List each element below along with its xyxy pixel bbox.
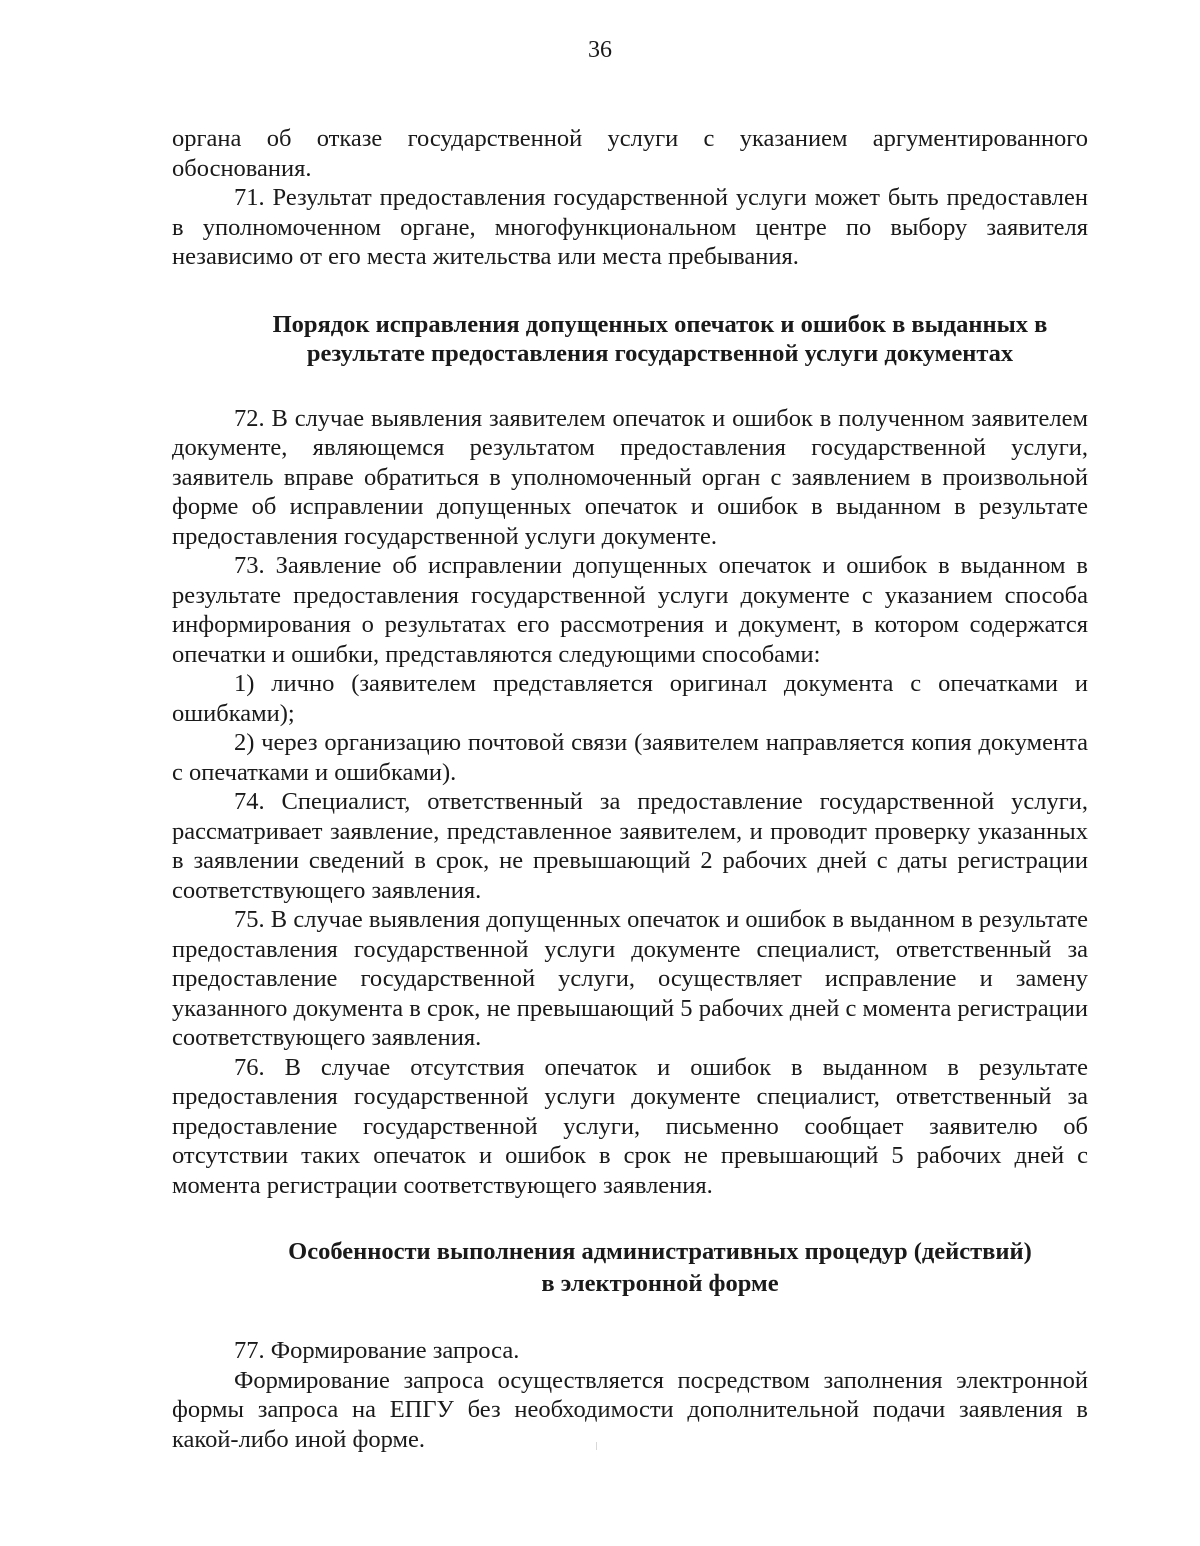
paragraph-77-body: Формирование запроса осуществляется посредством заполнения электронной формы запроса на ЕПГУ без необходимости дополнительной подачи заявления в какой-либо иной форме. — [172, 1366, 1088, 1453]
section-heading-electronic-line1: Особенности выполнения административных процедур (действий) — [288, 1238, 1032, 1265]
paragraph-71: 71. Результат предоставления государственной услуги может быть предоставлен в уполномоченном органе, многофункциональном центре по выбору заявителя независимо от его места жительства или места пребывания. — [172, 184, 1088, 270]
section-heading-electronic-block — [172, 1236, 1088, 1300]
list-item-1: 1) лично (заявителем представляется оригинал документа с опечатками и ошибками); — [172, 670, 1088, 727]
paragraph-72: 72. В случае выявления заявителем опечаток и ошибок в полученном заявителем документе, являющемся результатом предоставления государственной услуги, заявитель вправе обратиться в уполномоченный орган с заявлением в произвольной форме об исправлении допущенных опечаток и ошибок в выданном в результате предоставления государственной услуги документе. — [172, 404, 1088, 550]
section-heading-corrections: Порядок исправления допущенных опечаток и ошибок в выданных в результате предоставления государственной услуги документах — [272, 310, 1048, 367]
section-heading-corrections-block — [172, 310, 1088, 368]
paragraph-75: 75. В случае выявления допущенных опечаток и ошибок в выданном в результате предоставления государственной услуги документе специалист, ответственный за предоставление государственной услуги, осуществляет исправление и замену указанного документа в срок, не превышающий 5 рабочих дней с момента регистрации соответствующего заявления. — [172, 906, 1088, 1051]
list-item-2: 2) через организацию почтовой связи (заявителем направляется копия документа с опечатками и ошибками). — [172, 729, 1088, 786]
paragraph-76: 76. В случае отсутствия опечаток и ошибок в выданном в результате предоставления государственной услуги документе специалист, ответственный за предоставление государственной услуги, письменно сообщает заявителю об отсутствии таких опечаток и ошибок в срок не превышающий 5 рабочих дней с момента регистрации соответствующего заявления. — [172, 1053, 1088, 1199]
section-heading-electronic-line2: в электронной форме — [541, 1270, 779, 1297]
scan-artifact-mark — [596, 1442, 597, 1450]
continuation-paragraph: органа об отказе государственной услуги с указанием аргументированного обоснования. — [172, 125, 1088, 182]
paragraph-77: 77. Формирование запроса. — [234, 1337, 520, 1364]
paragraph-73: 73. Заявление об исправлении допущенных опечаток и ошибок в выданном в результате предоставления государственной услуги документе с указанием способа информирования о результатах его рассмотрения и документ, в котором содержатся опечатки и ошибки, представляются следующими способами: — [172, 552, 1088, 668]
page-number: 36 — [588, 37, 612, 63]
page-content — [172, 124, 1088, 1454]
paragraph-74: 74. Специалист, ответственный за предоставление государственной услуги, рассматривает заявление, представленное заявителем, и проводит проверку указанных в заявлении сведений в срок, не превышающий 2 рабочих дней с даты регистрации соответствующего заявления. — [172, 788, 1088, 904]
